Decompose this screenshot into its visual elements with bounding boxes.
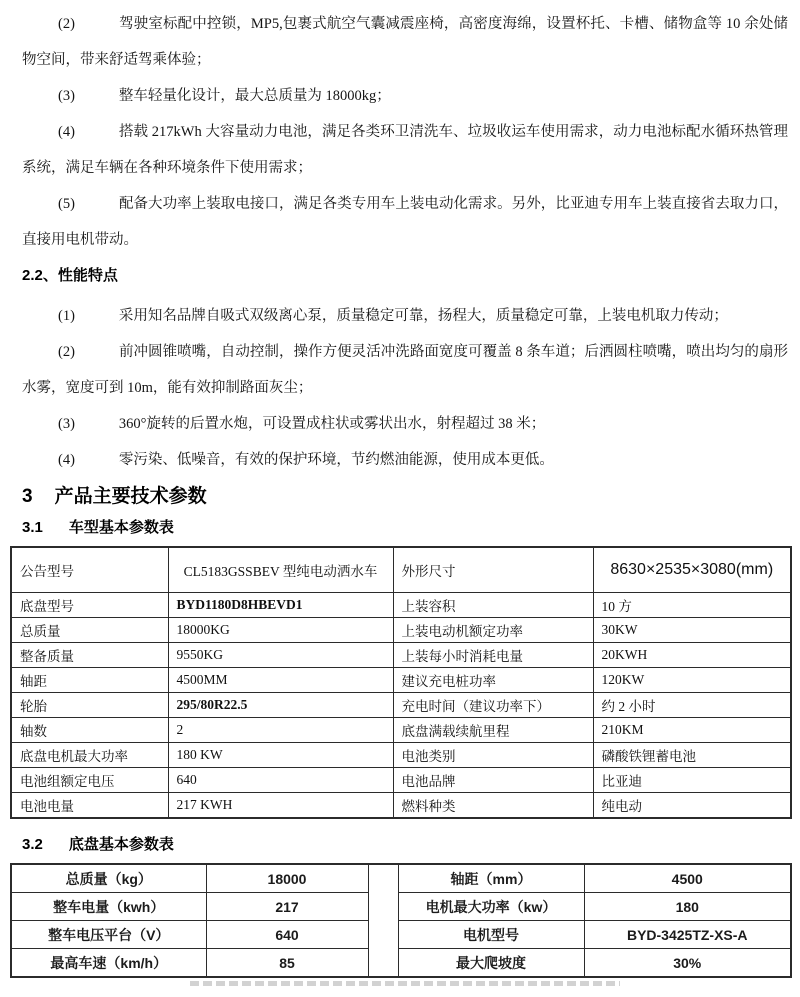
param-value-cell: 180 KW [168, 743, 393, 768]
table-row [11, 743, 791, 768]
section-heading-2-2: 2.2、性能特点 [22, 267, 118, 284]
section-number: 3.1 [22, 519, 43, 536]
table-row [11, 693, 791, 718]
section-title: 车型基本参数表 [68, 519, 174, 536]
param-label-cell: 整备质量 [11, 643, 168, 668]
chassis-params-table [10, 863, 792, 978]
section-heading-3 [22, 484, 788, 510]
list-number: (3) [58, 416, 75, 432]
param-value-cell: 217 KWH [168, 793, 393, 819]
param-label-cell: 轴数 [11, 718, 168, 743]
section-number: 3 [22, 486, 33, 507]
param-label-cell: 电机型号 [398, 921, 584, 949]
intro-paragraph-5 [22, 186, 788, 258]
section-title: 产品主要技术参数 [54, 486, 207, 507]
table-row [11, 921, 791, 949]
param-label-cell: 外形尺寸 [393, 547, 593, 593]
param-label-cell: 整车电压平台（V） [11, 921, 206, 949]
table-row [11, 864, 791, 893]
param-value-cell: 2 [168, 718, 393, 743]
param-value-cell: 比亚迪 [593, 768, 791, 793]
paragraph-text: 采用知名品牌自吸式双级离心泵，质量稳定可靠，扬程大，质量稳定可靠，上装电机取力传动； [118, 308, 728, 324]
table-row [11, 768, 791, 793]
section-number: 3.2 [22, 836, 43, 853]
param-label-cell: 电池电量 [11, 793, 168, 819]
feature-paragraph-2 [22, 334, 788, 406]
param-value-cell: 18000 [206, 864, 368, 893]
param-label-cell: 轴距 [11, 668, 168, 693]
param-value-cell: 4500 [584, 864, 791, 893]
list-number: (2) [58, 16, 75, 32]
param-value-cell: 640 [206, 921, 368, 949]
paragraph-text: 驾驶室标配中控锁，MP5,包裹式航空气囊减震座椅，高密度海绵，设置杯托、卡槽、储物盒等 10 余处储物空间，带来舒适驾乘体验； [22, 16, 788, 68]
param-label-cell: 底盘满载续航里程 [393, 718, 593, 743]
feature-paragraph-1 [22, 298, 788, 334]
param-value-cell: 10 方 [593, 593, 791, 618]
param-label-cell: 底盘型号 [11, 593, 168, 618]
param-value-cell: 18000KG [168, 618, 393, 643]
param-value-cell: 20KWH [593, 643, 791, 668]
param-label-cell: 建议充电桩功率 [393, 668, 593, 693]
param-value-cell: 85 [206, 949, 368, 978]
param-label-cell: 上装容积 [393, 593, 593, 618]
param-value-cell: 180 [584, 893, 791, 921]
section-heading-3-1 [22, 518, 788, 538]
param-label-cell: 电池类别 [393, 743, 593, 768]
list-number: (3) [58, 88, 75, 104]
table-spacer-column [368, 864, 398, 977]
intro-paragraph-4 [22, 114, 788, 186]
table-row [11, 593, 791, 618]
param-label-cell: 轴距（mm） [398, 864, 584, 893]
paragraph-text: 搭载 217kWh 大容量动力电池，满足各类环卫清洗车、垃圾收运车使用需求，动力电池标配水循环热管理系统，满足车辆在各种环境条件下使用需求； [22, 124, 788, 176]
paragraph-text: 零污染、低噪音，有效的保护环境，节约燃油能源，使用成本更低。 [118, 452, 554, 468]
vehicle-params-table [10, 546, 792, 819]
param-label-cell: 总质量（kg） [11, 864, 206, 893]
paragraph-text: 前冲圆锥喷嘴，自动控制，操作方便灵活冲洗路面宽度可覆盖 8 条车道；后洒圆柱喷嘴，喷出均匀的扇形水雾，宽度可到 10m，能有效抑制路面灰尘； [22, 344, 788, 396]
param-value-cell: 磷酸铁锂蓄电池 [593, 743, 791, 768]
param-value-cell: 640 [168, 768, 393, 793]
table-row [11, 643, 791, 668]
table-row [11, 668, 791, 693]
param-label-cell: 整车电量（kwh） [11, 893, 206, 921]
list-number: (2) [58, 344, 75, 360]
param-label-cell: 底盘电机最大功率 [11, 743, 168, 768]
param-value-cell: 217 [206, 893, 368, 921]
param-value-cell: 30% [584, 949, 791, 978]
param-value-cell: 8630×2535×3080(mm) [593, 547, 791, 593]
param-value-cell: 30KW [593, 618, 791, 643]
paragraph-text: 整车轻量化设计，最大总质量为 18000kg； [118, 88, 391, 104]
param-value-cell: 约 2 小时 [593, 693, 791, 718]
param-label-cell: 上装电动机额定功率 [393, 618, 593, 643]
param-label-cell: 最大爬坡度 [398, 949, 584, 978]
param-label-cell: 电池品牌 [393, 768, 593, 793]
table-row [11, 949, 791, 978]
param-value-cell: CL5183GSSBEV 型纯电动洒水车 [168, 547, 393, 593]
table-row [11, 793, 791, 819]
table-row [11, 618, 791, 643]
table-row [11, 547, 791, 593]
param-value-cell: BYD1180D8HBEVD1 [168, 593, 393, 618]
param-label-cell: 公告型号 [11, 547, 168, 593]
param-label-cell: 电池组额定电压 [11, 768, 168, 793]
param-value-cell: 4500MM [168, 668, 393, 693]
param-label-cell: 上装每小时消耗电量 [393, 643, 593, 668]
param-value-cell: 210KM [593, 718, 791, 743]
table-row [11, 718, 791, 743]
list-number: (4) [58, 124, 75, 140]
param-label-cell: 燃料种类 [393, 793, 593, 819]
feature-paragraph-3 [22, 406, 788, 442]
list-number: (4) [58, 452, 75, 468]
param-value-cell: 295/80R22.5 [168, 693, 393, 718]
section-heading-3-2 [22, 835, 788, 855]
param-label-cell: 电机最大功率（kw） [398, 893, 584, 921]
intro-paragraph-3 [22, 78, 788, 114]
param-label-cell: 最高车速（km/h） [11, 949, 206, 978]
feature-paragraph-4 [22, 442, 788, 478]
table-row [11, 893, 791, 921]
paragraph-text: 配备大功率上装取电接口，满足各类专用车上装电动化需求。另外，比亚迪专用车上装直接省去取力口，直接用电机带动。 [22, 196, 788, 248]
param-value-cell: 9550KG [168, 643, 393, 668]
param-label-cell: 轮胎 [11, 693, 168, 718]
clipped-caption-remnant [190, 981, 620, 986]
intro-paragraph-2 [22, 6, 788, 78]
param-value-cell: BYD-3425TZ-XS-A [584, 921, 791, 949]
param-label-cell: 充电时间（建议功率下） [393, 693, 593, 718]
param-value-cell: 纯电动 [593, 793, 791, 819]
list-number: (1) [58, 308, 75, 324]
param-label-cell: 总质量 [11, 618, 168, 643]
section-title: 底盘基本参数表 [68, 836, 174, 853]
paragraph-text: 360°旋转的后置水炮，可设置成柱状或雾状出水，射程超过 38 米； [118, 416, 546, 432]
param-value-cell: 120KW [593, 668, 791, 693]
list-number: (5) [58, 196, 75, 212]
